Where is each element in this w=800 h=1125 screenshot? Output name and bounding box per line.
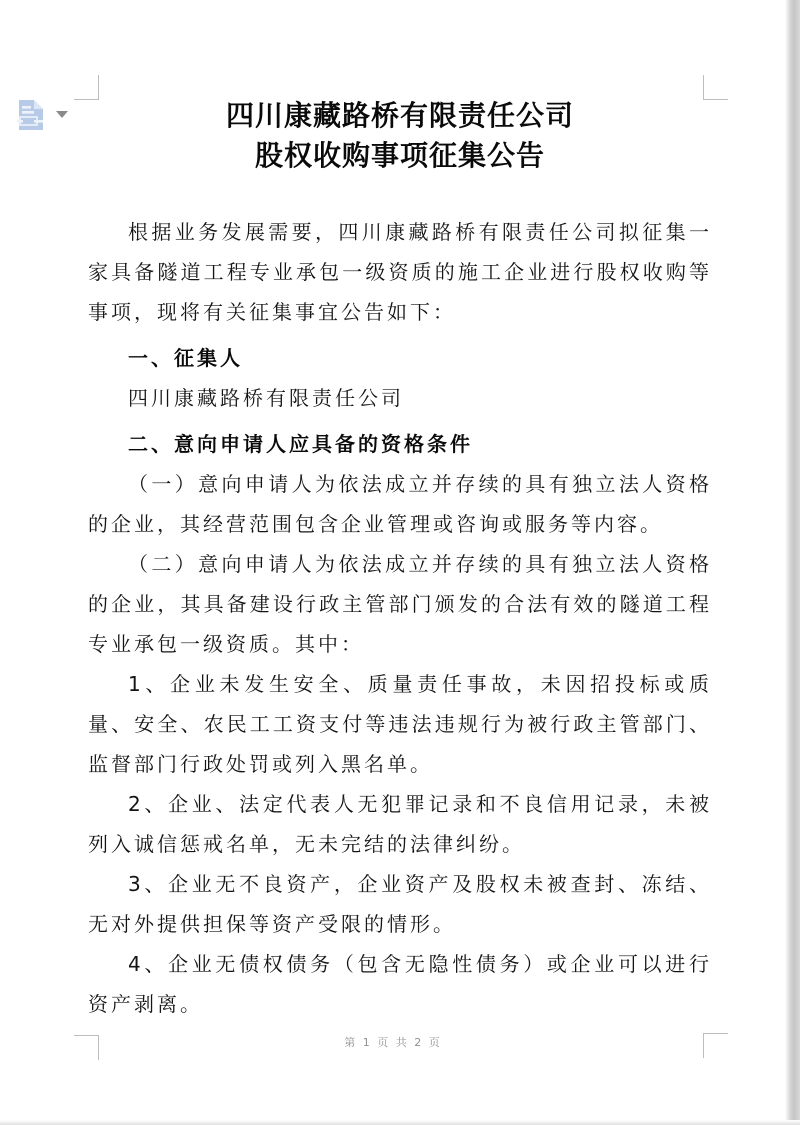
paste-options-widget (16, 99, 68, 133)
body-paragraph: 四川康藏路桥有限责任公司 (128, 386, 404, 410)
section-heading: 二、意向申请人应具备的资格条件 (128, 432, 473, 456)
document-content (88, 96, 712, 1024)
document-body (88, 212, 712, 1024)
body-paragraph: （二）意向申请人为依法成立并存续的具有独立法人资格的企业，其具备建设行政主管部门颁发的合法有效的隧道工程专业承包一级资质。其中： (88, 552, 712, 656)
document-title (88, 96, 712, 176)
body-paragraph: （一）意向申请人为依法成立并存续的具有独立法人资格的企业，其经营范围包含企业管理或咨询或服务等内容。 (88, 472, 712, 536)
chevron-down-icon[interactable] (56, 111, 68, 118)
page-number-footer: 第 1 页 共 2 页 (344, 1036, 442, 1049)
section-heading: 一、征集人 (128, 346, 243, 370)
page-edge-shadow-right (785, 0, 800, 1125)
paste-options-icon[interactable] (16, 99, 46, 133)
body-paragraph: 3、企业无不良资产，企业资产及股权未被查封、冻结、无对外提供担保等资产受限的情形。 (88, 872, 712, 936)
document-title-line-2: 股权收购事项征集公告 (254, 139, 545, 172)
document-title-line-1: 四川康藏路桥有限责任公司 (225, 99, 574, 132)
body-paragraph: 根据业务发展需要，四川康藏路桥有限责任公司拟征集一家具备隧道工程专业承包一级资质的施工企业进行股权收购等事项，现将有关征集事宜公告如下： (88, 220, 712, 324)
page-edge-shadow-bottom (0, 1120, 800, 1125)
body-paragraph: 2、企业、法定代表人无犯罪记录和不良信用记录，未被列入诚信惩戒名单，无未完结的法律纠纷。 (88, 792, 712, 856)
body-paragraph: 4、企业无债权债务（包含无隐性债务）或企业可以进行资产剥离。 (88, 952, 712, 1016)
body-paragraph: 1、企业未发生安全、质量责任事故，未因招投标或质量、安全、农民工工资支付等违法违规行为被行政主管部门、监督部门行政处罚或列入黑名单。 (88, 672, 712, 776)
